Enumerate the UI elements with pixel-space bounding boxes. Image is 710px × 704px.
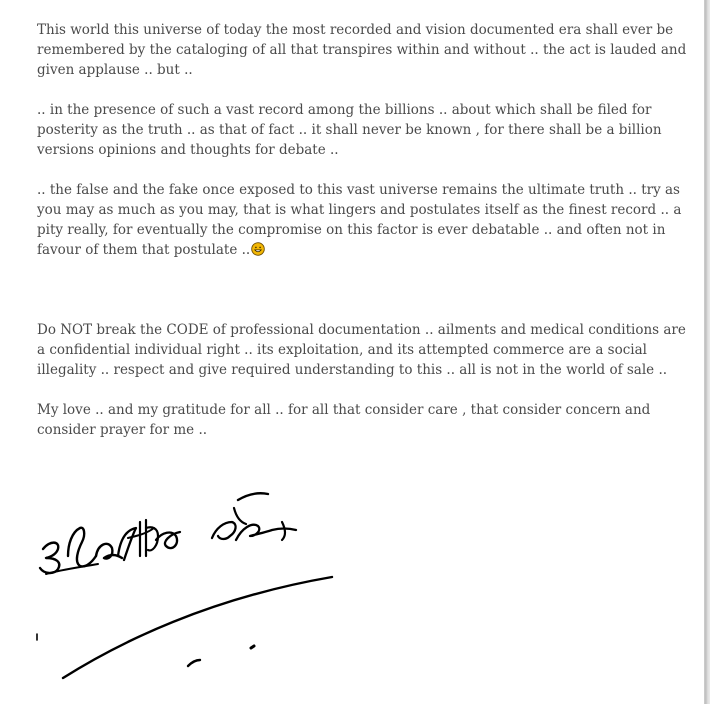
page-edge-shadow <box>704 0 710 704</box>
grinning-face-icon <box>251 242 265 256</box>
paragraph-4: Do NOT break the CODE of professional documentation .. ailments and medical conditions are a confidential individual right .. its exploitation, and its attempted commerce are a social illegality .. respect and give required understanding to this .. all is not in the world of sale .. <box>37 322 686 378</box>
paragraph-5: My love .. and my gratitude for all .. for all that consider care , that consider concern and consider prayer for me .. <box>37 402 651 438</box>
paragraph-3-text: .. the false and the fake once exposed to this vast universe remains the ultimate truth .. try as you may as much as you may, that is what lingers and postulates itself as the finest record .. a pity really, for eventually the compromise on this factor is ever debatable .. and often not in favour of them that postulate .. <box>37 182 682 258</box>
document-body <box>37 20 687 460</box>
paragraph-1: This world this universe of today the most recorded and vision documented era shall ever be remembered by the cataloging of all that transpires within and without .. the act is lauded and given applause .. but .. <box>37 22 687 78</box>
paragraph-3 <box>37 180 687 260</box>
paragraph-2: .. in the presence of such a vast record among the billions .. about which shall be filed for posterity as the truth .. as that of fact .. it shall never be known , for there shall be a billion versions opinions and thoughts for debate .. <box>37 102 662 158</box>
handwritten-signature-icon <box>0 470 360 704</box>
paragraph-gap <box>37 280 687 320</box>
